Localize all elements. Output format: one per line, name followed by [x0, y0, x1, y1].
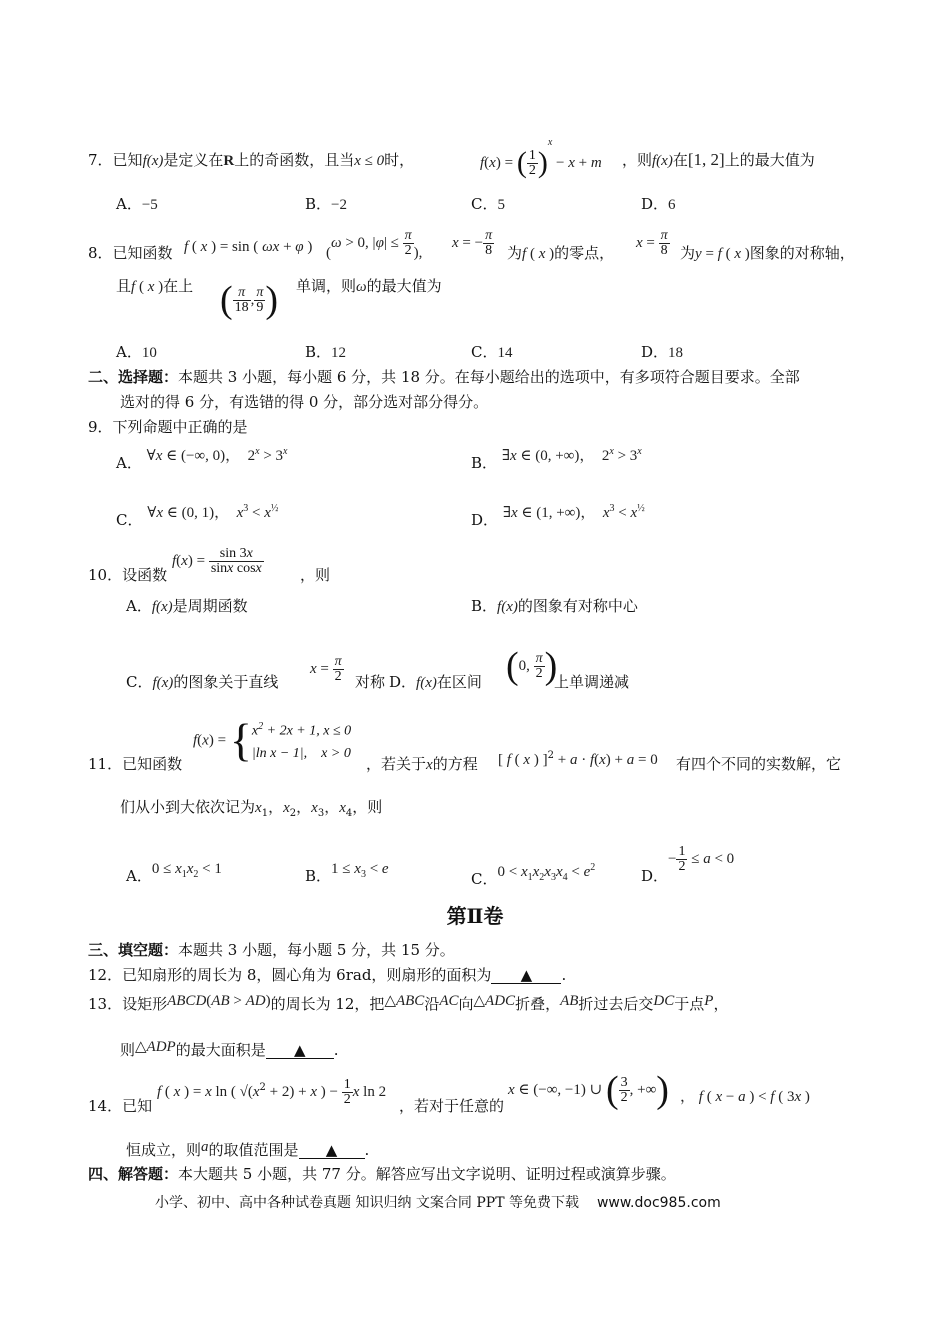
q12-stem: 12．已知扇形的周长为 8，圆心角为 6rad，则扇形的面积为 ▲ .	[88, 966, 567, 984]
q7-stem-tail: ，则f(x)在[1, 2]上的最大值为	[622, 150, 815, 169]
section2-header: 二、选择题：本题共 3 小题，每小题 6 分，共 18 分。在每小题给出的选项中，有多项符合题目要求。全部	[88, 368, 800, 386]
q14-stem-line2: 恒成立，则a的取值范围是 ▲ .	[126, 1139, 370, 1159]
formula-fx: f(x)	[142, 153, 164, 169]
q8-stem-tail: 为y = f ( x )图象的对称轴，	[680, 244, 855, 262]
q8-stem-line2-tail: 单调，则ω的最大值为	[296, 277, 442, 295]
q7-option-c: C．5	[471, 195, 505, 213]
q14-formula-domain: x ∈ (−∞, −1) ∪ ( $\frac{3}{2}$ , +∞)	[508, 1069, 669, 1111]
formula-interval-1-2: [1, 2]	[687, 150, 725, 169]
q11-stem-line2: 们从小到大依次记为$x_1$，$x_2$，$x_3$，$x_4$，则	[120, 798, 383, 819]
q7-option-b: B．−2	[305, 195, 347, 213]
q7-option-d: D．6	[641, 195, 676, 213]
q11-stem-mid: ，若关于x的方程	[366, 755, 478, 773]
q7-option-a: A．−5	[116, 195, 158, 213]
q14-stem: 14．已知	[88, 1097, 153, 1115]
q10-option-d-tail: 上单调递减	[554, 673, 630, 691]
q14-answer-blank: ▲	[299, 1142, 365, 1159]
q8-option-c: C．14	[471, 343, 513, 361]
q8-stem: 8．已知函数	[88, 244, 173, 262]
q8-option-d: D．18	[641, 343, 684, 361]
q7-formula-fx-def: f(x) = ( $\frac{1}{2}$ )$^x$ − x + m	[480, 137, 602, 179]
q10-option-d: D．f(x)在区间	[389, 673, 482, 691]
q11-option-b: B．$1 \le x_3 < e$	[305, 861, 389, 885]
section4-header: 四、解答题：本大题共 5 小题，共 77 分。解答应写出文字说明、证明过程或演算步骤。	[88, 1165, 676, 1183]
q11-stem-tail: 有四个不同的实数解，它	[676, 755, 842, 773]
q10-option-b: B．f(x)的图象有对称中心	[471, 597, 638, 615]
q9-stem: 9．下列命题中正确的是	[88, 418, 248, 436]
q9-option-a: A． ∀x ∈ (−∞, 0)， $2^x > 3^x$	[116, 446, 288, 472]
formula-fx: f(x)	[652, 153, 673, 169]
q11-stem: 11．已知函数	[88, 755, 183, 773]
section3-header: 三、填空题：本题共 3 小题，每小题 5 分，共 15 分。	[88, 941, 455, 959]
q10-formula-fx: f(x) = $\frac{\sin 3x}{\text{sinx cosx}}$	[172, 545, 262, 576]
q8-stem-line2: 且f ( x )在上	[116, 277, 194, 295]
q7-stem: 7．已知f(x)是定义在R上的奇函数，且当x ≤ 0时，	[88, 151, 415, 169]
q11-formula-d: − $\frac{1}{2}$ ≤ a < 0	[668, 843, 735, 874]
q13-answer-blank: ▲	[266, 1042, 334, 1059]
q10-formula-x-pi-2: x = $\frac{\pi}{2}$	[310, 653, 342, 684]
q10-stem-tail: ，则	[300, 566, 331, 584]
q12-answer-blank: ▲	[491, 967, 561, 984]
q14-stem-mid: ，若对于任意的	[399, 1097, 505, 1115]
q13-stem-line2: 则△ADP的最大面积是 ▲ .	[120, 1039, 339, 1059]
section2-line2: 选对的得 6 分，有选错的得 0 分，部分选对部分得分。	[120, 393, 489, 411]
part2-title: 第Ⅱ卷	[446, 904, 504, 928]
q9-option-b: B． ∃x ∈ (0, +∞)， $2^x > 3^x$	[471, 446, 642, 472]
q8-formula-x-neg-pi-8: x = − $\frac{\pi}{8}$	[452, 227, 493, 258]
q11-option-a: A．$0 \le x_1x_2 < 1$	[126, 861, 222, 885]
q8-formula-x-pi-8: x = $\frac{\pi}{8}$	[636, 227, 668, 258]
q8-formula-f-sin: f ( x ) = sin ( ωx + φ )	[184, 239, 313, 255]
q10-option-c-tail: 对称	[355, 673, 386, 691]
formula-x-le-0: x ≤ 0	[354, 153, 385, 169]
q14-formula-fx: f ( x ) = x ln ( $√(x^2 + 2) + x$ ) − $\frac{1}{2}$ x ln 2	[157, 1076, 387, 1107]
formula-R: R	[223, 153, 235, 169]
q8-formula-conditions: (ω > 0, |φ| ≤ $\frac{\pi}{2}$ ),	[326, 227, 423, 261]
q8-formula-interval: ( $\frac{\pi}{18}$ , $\frac{\pi}{9}$ )	[220, 279, 279, 321]
q14-formula-inequality: ， f ( x − a ) < f ( 3x )	[680, 1089, 810, 1105]
q10-option-a: A．f(x)是周期函数	[126, 597, 248, 615]
q10-stem: 10．设函数	[88, 566, 168, 584]
q9-option-d: D． ∃x ∈ (1, +∞)， $x^3 < x^{\frac{1}{2}}$	[471, 503, 645, 529]
q11-formula-equation: [ f ( x ) ]$^2$ + a · f(x) + a = 0	[498, 750, 658, 768]
q11-formula-piecewise: f(x) = { $x^2 + 2x + 1$, x ≤ 0 |ln x − 1|, x > 0	[193, 714, 352, 766]
q10-option-c: C．f(x)的图象关于直线	[126, 673, 279, 691]
footer-text: 小学、初中、高中各种试卷真题 知识归纳 文案合同 PPT 等免费下载	[155, 1195, 579, 1211]
q8-stem-mid: 为f ( x )的零点，	[507, 244, 615, 262]
q13-stem: 13．设矩形ABCD(AB > AD)的周长为 12，把△ABC沿AC向△ADC折叠，AB折过去后交DC于点P，	[88, 993, 729, 1013]
page-footer	[155, 1192, 721, 1212]
q11-option-c: C．$0 < x_1x_2x_3x_4 < e^2$	[471, 862, 596, 888]
q9-option-c: C． ∀x ∈ (0, 1)， $x^3 < x^{\frac{1}{2}}$	[116, 503, 279, 529]
q10-formula-interval: (0, $\frac{\pi}{2}$ )	[506, 645, 558, 687]
footer-url: www.doc985.com	[596, 1195, 721, 1211]
q8-option-b: B．12	[305, 343, 347, 361]
q11-option-d: D．	[641, 867, 669, 885]
q8-option-a: A．10	[116, 343, 157, 361]
